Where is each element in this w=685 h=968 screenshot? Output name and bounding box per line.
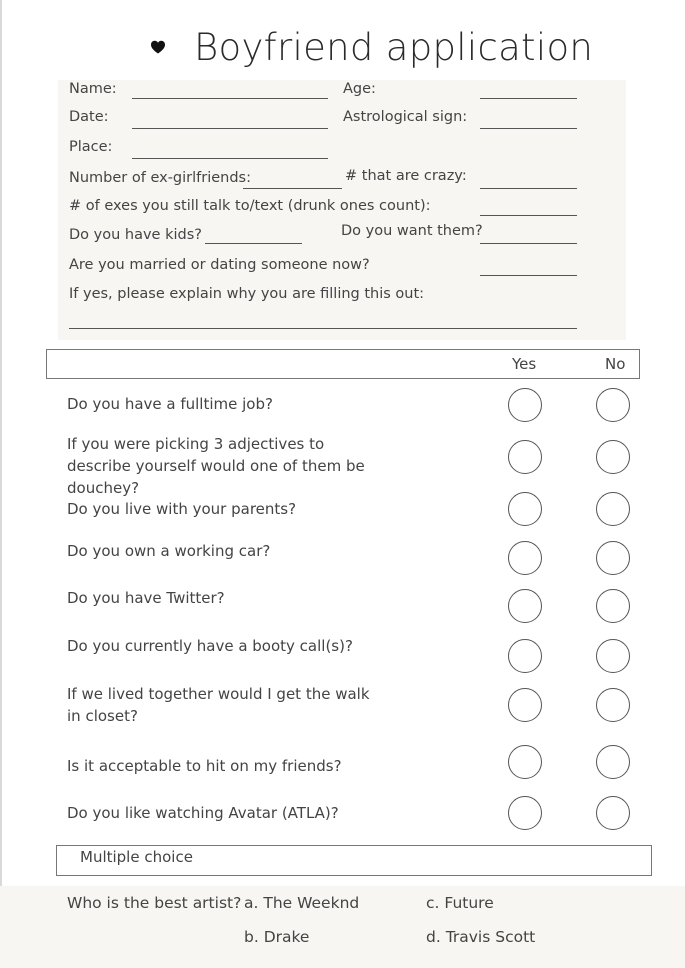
option-b[interactable]: b. Drake [244, 928, 310, 946]
want-kids-label: Do you want them? [341, 223, 483, 239]
answer-no-fulltime-job[interactable] [596, 388, 630, 422]
age-field[interactable] [480, 98, 577, 99]
exes-still-talk-label: # of exes you still talk to/text (drunk ones count): [69, 198, 431, 214]
want-kids-field[interactable] [480, 243, 577, 244]
married-dating-field[interactable] [480, 275, 577, 276]
answer-no-walk-in-closet[interactable] [596, 688, 630, 722]
question-douchey: If you were picking 3 adjectives to describe yourself would one of them be douchey? [67, 435, 365, 497]
question-avatar: Do you like watching Avatar (ATLA)? [67, 804, 339, 822]
yes-column-label: Yes [512, 355, 537, 373]
place-field[interactable] [132, 158, 328, 159]
question-live-with-parents: Do you live with your parents? [67, 500, 297, 518]
answer-yes-fulltime-job[interactable] [508, 388, 542, 422]
answer-no-working-car[interactable] [596, 541, 630, 575]
page-edge [0, 0, 2, 968]
artist-question: Who is the best artist? [67, 894, 242, 912]
option-d[interactable]: d. Travis Scott [426, 928, 536, 946]
astrological-sign-label: Astrological sign: [343, 109, 468, 125]
crazy-count-field[interactable] [480, 188, 577, 189]
option-c[interactable]: c. Future [426, 894, 494, 912]
page-title: Boyfriend application [194, 25, 594, 69]
answer-yes-booty-call[interactable] [508, 639, 542, 673]
ex-girlfriends-field[interactable] [243, 188, 342, 189]
heart-icon [150, 39, 166, 55]
question-booty-call: Do you currently have a booty call(s)? [67, 637, 353, 655]
ex-girlfriends-label: Number of ex-girlfriends: [69, 170, 251, 186]
answer-no-twitter[interactable] [596, 589, 630, 623]
answer-yes-walk-in-closet[interactable] [508, 688, 542, 722]
explain-field[interactable] [69, 328, 577, 329]
question-fulltime-job: Do you have a fulltime job? [67, 395, 273, 413]
title-row [150, 22, 593, 72]
have-kids-label: Do you have kids? [69, 227, 202, 243]
explain-label: If yes, please explain why you are filling this out: [69, 286, 425, 302]
answer-yes-twitter[interactable] [508, 589, 542, 623]
exes-still-talk-field[interactable] [480, 215, 577, 216]
question-twitter: Do you have Twitter? [67, 589, 225, 607]
question-working-car: Do you own a working car? [67, 542, 271, 560]
question-hit-on-friends: Is it acceptable to hit on my friends? [67, 757, 342, 775]
no-column-label: No [605, 355, 626, 373]
answer-no-live-with-parents[interactable] [596, 492, 630, 526]
date-label: Date: [69, 109, 109, 125]
date-field[interactable] [132, 128, 328, 129]
answer-no-avatar[interactable] [596, 796, 630, 830]
name-label: Name: [69, 81, 117, 97]
yes-no-header [46, 349, 640, 379]
have-kids-field[interactable] [205, 243, 302, 244]
answer-no-booty-call[interactable] [596, 639, 630, 673]
answer-no-douchey[interactable] [596, 440, 630, 474]
astrological-sign-field[interactable] [480, 128, 577, 129]
question-walk-in-closet: If we lived together would I get the walk in closet? [67, 685, 370, 725]
place-label: Place: [69, 139, 113, 155]
age-label: Age: [343, 81, 376, 97]
answer-yes-working-car[interactable] [508, 541, 542, 575]
married-dating-label: Are you married or dating someone now? [69, 257, 370, 273]
option-a[interactable]: a. The Weeknd [244, 894, 360, 912]
answer-yes-avatar[interactable] [508, 796, 542, 830]
answer-no-hit-on-friends[interactable] [596, 745, 630, 779]
crazy-count-label: # that are crazy: [345, 168, 467, 184]
answer-yes-douchey[interactable] [508, 440, 542, 474]
answer-yes-live-with-parents[interactable] [508, 492, 542, 526]
name-field[interactable] [132, 98, 328, 99]
answer-yes-hit-on-friends[interactable] [508, 745, 542, 779]
multiple-choice-title: Multiple choice [80, 848, 193, 866]
